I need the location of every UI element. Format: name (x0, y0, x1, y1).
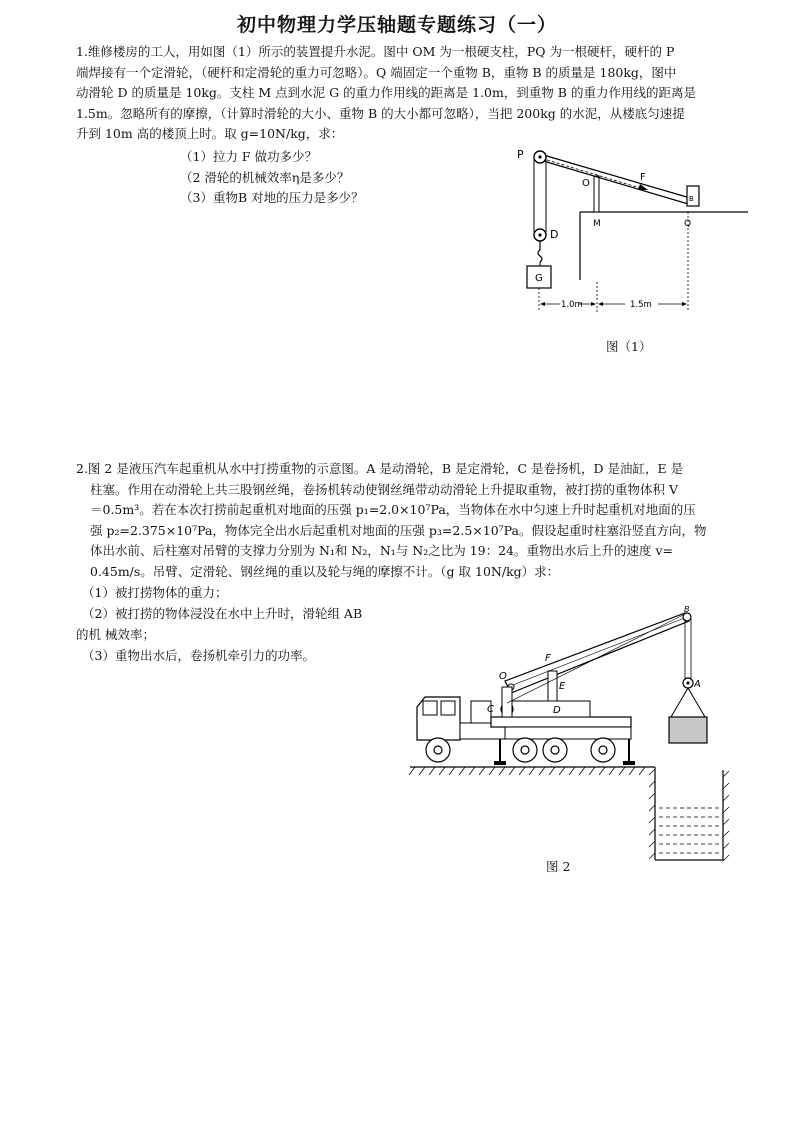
fig2-label-f: F (545, 653, 551, 664)
question-1-subquestions (180, 147, 364, 209)
figure-1-diagram (500, 140, 760, 320)
q1-subquestion: （1）拉力 F 做功多少？ (180, 149, 318, 164)
fig1-label-o: O (582, 178, 590, 189)
fig1-label-q: Q (684, 219, 692, 229)
fig2-label-b: B (684, 605, 690, 614)
fig2-label-a: A (694, 679, 701, 690)
fig1-dim-1: 1.0m (561, 300, 583, 310)
fig1-dim-2: 1.5m (630, 300, 652, 310)
q2-line: ＝0.5m³。若在本次打捞前起重机对地面的压强 p₁=2.0×10⁷Pa，当物体在水中匀速上升时起重机对地面的压 (90, 502, 696, 517)
fig2-label-d: D (553, 705, 561, 716)
fig1-label-b: B (689, 195, 694, 203)
fig1-label-d: D (550, 228, 559, 241)
question-2-subquestion-1: （1）被打捞物体的重力； (82, 585, 228, 600)
q2-line: 体出水前、后柱塞对吊臂的支撑力分别为 N₁和 N₂，N₁与 N₂之比为 19：24。重物出水后上升的速度 v= (90, 543, 674, 558)
question-2-text (76, 459, 740, 582)
q2-line: 2.图 2 是液压汽车起重机从水中打捞重物的示意图。A 是动滑轮，B 是定滑轮，C 是卷扬机，D 是油缸，E 是 (76, 461, 684, 476)
fig2-label-e: E (559, 681, 566, 692)
fig1-label-p: P (517, 148, 524, 161)
q1-line: 升到 10m 高的楼顶上时。取 g=10N/kg，求： (76, 126, 344, 141)
figure-2-diagram (405, 605, 735, 865)
figure-1-caption: 图（1） (606, 339, 652, 354)
question-2-subquestion-2-cont: 的机 械效率； (76, 627, 155, 642)
q1-subquestion: （2 滑轮的机械效率η是多少？ (180, 169, 350, 185)
q1-line: 1.维修楼房的工人，用如图（1）所示的装置提升水泥。图中 OM 为一根硬支柱，PQ 为一根硬杆，硬杆的 P (76, 44, 675, 59)
page-title: 初中物理力学压轴题专题练习（一） (236, 14, 557, 36)
figure-2-caption: 图 2 (546, 859, 571, 874)
q1-line: 1.5m。忽略所有的摩擦，（计算时滑轮的大小、重物 B 的大小都可忽略），当把 200kg 的水泥，从楼底匀速提 (76, 105, 685, 121)
question-2-subquestion-2: （2）被打捞的物体浸没在水中上升时，滑轮组 AB (82, 606, 363, 621)
q1-subquestion: （3）重物B 对地的压力是多少？ (180, 190, 364, 205)
q2-line: 强 p₂=2.375×10⁷Pa，物体完全出水后起重机对地面的压强 p₃=2.5×10⁷Pa。假设起重时柱塞沿竖直方向，物 (90, 522, 707, 538)
q2-line: 0.45m/s。吊臂、定滑轮、钢丝绳的重以及轮与绳的摩擦不计。（g 取 10N/kg）求： (90, 563, 560, 579)
q2-line: 柱塞。作用在动滑轮上共三股钢丝绳，卷扬机转动使钢丝绳带动动滑轮上升提取重物，被打捞的重物体积 V (90, 481, 679, 497)
fig2-label-o: O (499, 671, 507, 682)
question-2-subquestion-3: （3）重物出水后，卷扬机牵引力的功率。 (82, 648, 315, 663)
fig2-label-c: C (487, 704, 494, 715)
q1-line: 端焊接有一个定滑轮，（硬杆和定滑轮的重力可忽略）。Q 端固定一个重物 B，重物 B 的质量是 180kg，图中 (76, 64, 677, 80)
question-1-text (76, 42, 740, 145)
fig1-label-f: F (640, 172, 646, 183)
q1-line: 动滑轮 D 的质量是 10kg。支柱 M 点到水泥 G 的重力作用线的距离是 1.0m，到重物 B 的重力作用线的距离是 (76, 85, 696, 100)
fig1-label-m: M (593, 219, 601, 229)
fig1-label-g: G (535, 273, 543, 284)
